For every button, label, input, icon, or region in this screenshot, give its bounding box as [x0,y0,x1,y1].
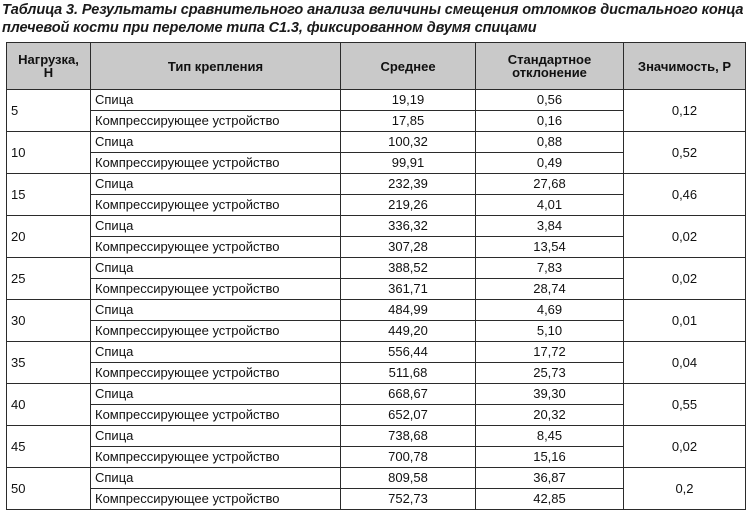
significance-cell: 0,02 [624,426,746,468]
mean-cell: 700,78 [341,447,476,468]
fixation-type-cell: Спица [91,132,341,153]
mean-cell: 219,26 [341,195,476,216]
mean-cell: 17,85 [341,111,476,132]
mean-cell: 307,28 [341,237,476,258]
load-cell: 30 [7,300,91,342]
mean-cell: 99,91 [341,153,476,174]
fixation-type-cell: Компрессирующее устройство [91,153,341,174]
header-sd: Стандартное отклонение [476,43,624,90]
sd-cell: 0,16 [476,111,624,132]
fixation-type-cell: Компрессирующее устройство [91,321,341,342]
table-row [7,132,746,153]
fixation-type-cell: Компрессирующее устройство [91,489,341,510]
significance-cell: 0,46 [624,174,746,216]
sd-cell: 39,30 [476,384,624,405]
mean-cell: 484,99 [341,300,476,321]
sd-cell: 4,01 [476,195,624,216]
sd-cell: 8,45 [476,426,624,447]
mean-cell: 511,68 [341,363,476,384]
sd-cell: 0,49 [476,153,624,174]
load-cell: 10 [7,132,91,174]
table-row [7,216,746,237]
table-body [7,90,746,510]
sd-cell: 42,85 [476,489,624,510]
header-row [7,43,746,90]
mean-cell: 668,67 [341,384,476,405]
table-row [7,468,746,489]
fixation-type-cell: Компрессирующее устройство [91,195,341,216]
results-table [6,42,746,510]
sd-cell: 17,72 [476,342,624,363]
sd-cell: 0,56 [476,90,624,111]
significance-cell: 0,04 [624,342,746,384]
fixation-type-cell: Спица [91,90,341,111]
fixation-type-cell: Спица [91,426,341,447]
significance-cell: 0,02 [624,258,746,300]
fixation-type-cell: Спица [91,216,341,237]
sd-cell: 36,87 [476,468,624,489]
header-type: Тип крепления [91,43,341,90]
sd-cell: 28,74 [476,279,624,300]
mean-cell: 100,32 [341,132,476,153]
significance-cell: 0,55 [624,384,746,426]
caption-line-1: Таблица 3. Результаты сравнительного анализа величины смещения отломков дистального конца [2,2,744,18]
mean-cell: 738,68 [341,426,476,447]
fixation-type-cell: Спица [91,300,341,321]
header-mean: Среднее [341,43,476,90]
mean-cell: 388,52 [341,258,476,279]
table-row [7,258,746,279]
significance-cell: 0,52 [624,132,746,174]
fixation-type-cell: Компрессирующее устройство [91,111,341,132]
table-row [7,174,746,195]
table-row [7,384,746,405]
table-row [7,300,746,321]
mean-cell: 652,07 [341,405,476,426]
significance-cell: 0,02 [624,216,746,258]
mean-cell: 336,32 [341,216,476,237]
significance-cell: 0,2 [624,468,746,510]
load-cell: 20 [7,216,91,258]
sd-cell: 13,54 [476,237,624,258]
header-load: Нагрузка, Н [7,43,91,90]
fixation-type-cell: Спица [91,468,341,489]
sd-cell: 3,84 [476,216,624,237]
load-cell: 45 [7,426,91,468]
sd-cell: 25,73 [476,363,624,384]
load-cell: 25 [7,258,91,300]
load-cell: 40 [7,384,91,426]
mean-cell: 232,39 [341,174,476,195]
header-significance: Значимость, P [624,43,746,90]
table-row [7,426,746,447]
sd-cell: 0,88 [476,132,624,153]
load-cell: 50 [7,468,91,510]
significance-cell: 0,01 [624,300,746,342]
mean-cell: 752,73 [341,489,476,510]
significance-cell: 0,12 [624,90,746,132]
load-cell: 15 [7,174,91,216]
table-row [7,90,746,111]
fixation-type-cell: Спица [91,174,341,195]
mean-cell: 19,19 [341,90,476,111]
mean-cell: 556,44 [341,342,476,363]
mean-cell: 809,58 [341,468,476,489]
sd-cell: 20,32 [476,405,624,426]
sd-cell: 4,69 [476,300,624,321]
fixation-type-cell: Спица [91,342,341,363]
fixation-type-cell: Компрессирующее устройство [91,405,341,426]
sd-cell: 5,10 [476,321,624,342]
fixation-type-cell: Компрессирующее устройство [91,237,341,258]
table-row [7,342,746,363]
table-caption [2,1,750,37]
fixation-type-cell: Компрессирующее устройство [91,279,341,300]
fixation-type-cell: Компрессирующее устройство [91,447,341,468]
sd-cell: 27,68 [476,174,624,195]
load-cell: 5 [7,90,91,132]
sd-cell: 7,83 [476,258,624,279]
mean-cell: 449,20 [341,321,476,342]
fixation-type-cell: Спица [91,258,341,279]
load-cell: 35 [7,342,91,384]
caption-line-2: плечевой кости при переломе типа С1.3, фиксированном двумя спицами [2,20,537,36]
fixation-type-cell: Спица [91,384,341,405]
fixation-type-cell: Компрессирующее устройство [91,363,341,384]
sd-cell: 15,16 [476,447,624,468]
mean-cell: 361,71 [341,279,476,300]
